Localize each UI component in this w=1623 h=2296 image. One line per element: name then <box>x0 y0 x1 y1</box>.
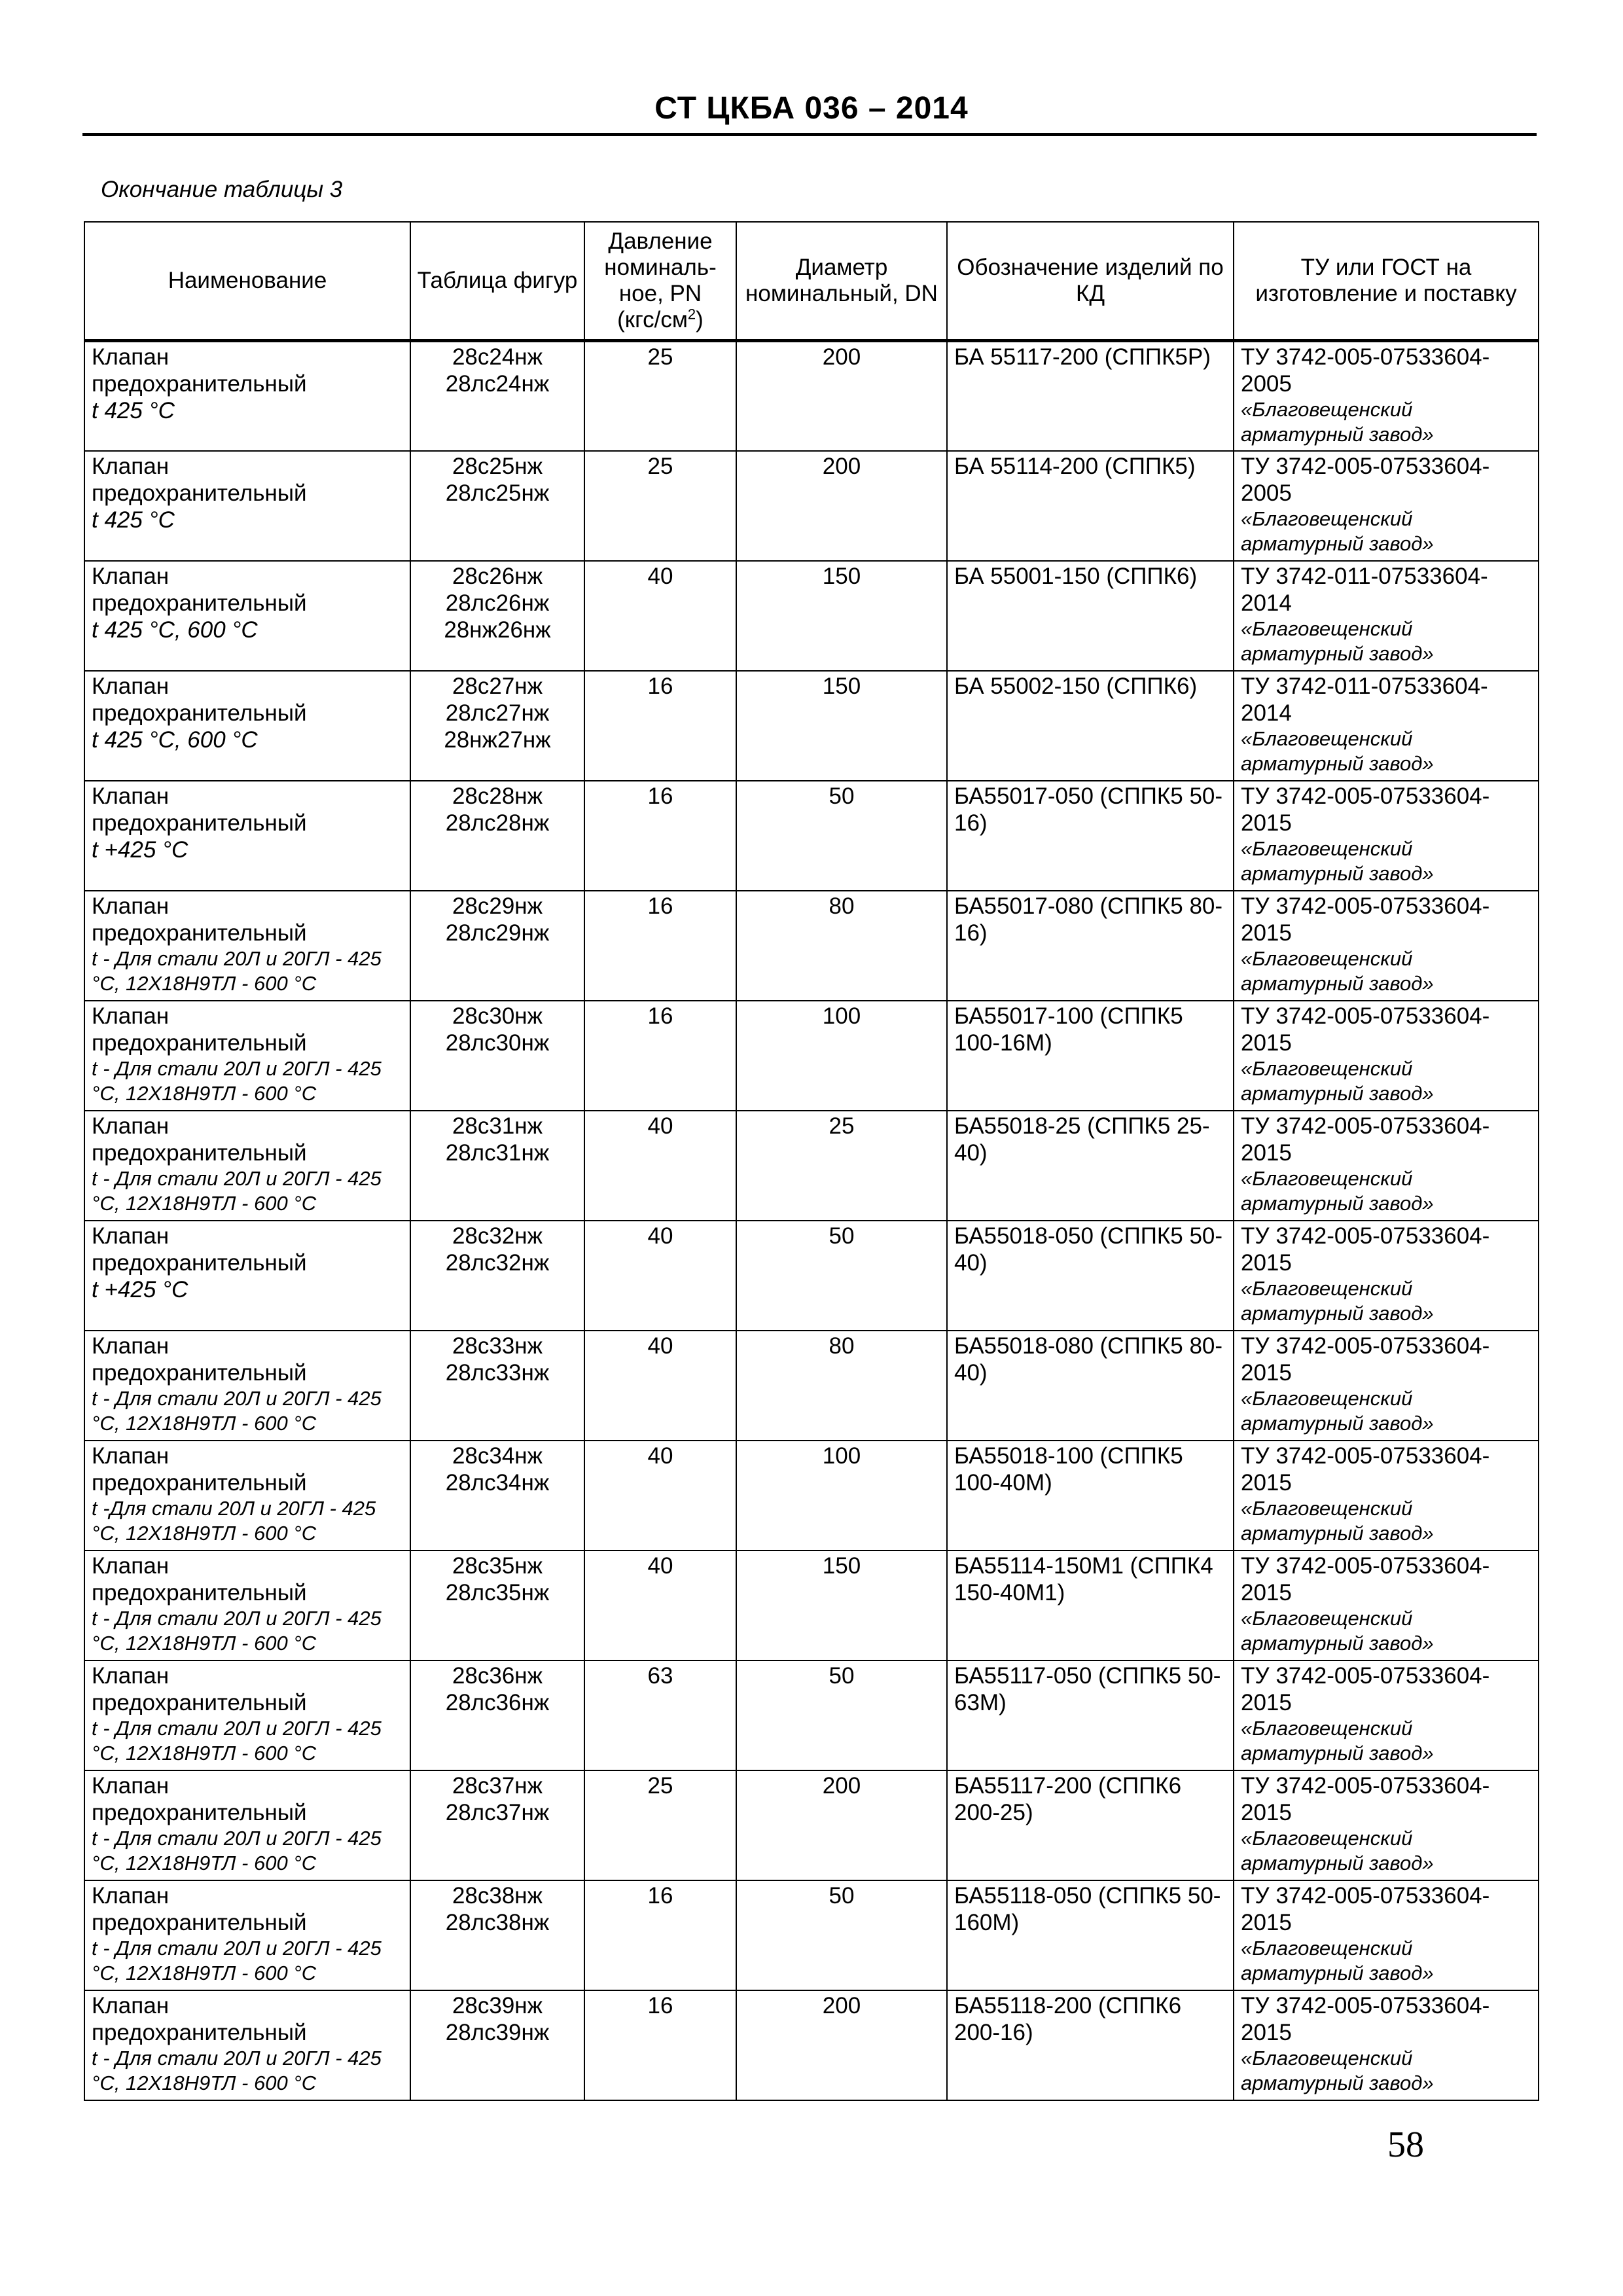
table-row <box>84 891 1539 1001</box>
cell-diameter: 100 <box>736 1001 947 1111</box>
manufacturer: «Благовещенский арматурный завод» <box>1241 1496 1434 1545</box>
cell-name <box>84 1770 410 1880</box>
valve-temperature: t - Для стали 20Л и 20ГЛ - 425 °С, 12Х18Н9ТЛ - 600 °С <box>92 1936 382 1984</box>
cell-standard <box>1234 891 1539 1001</box>
cell-designation: БА55017-100 (СППК5 100-16М) <box>947 1001 1234 1111</box>
figure-code: 28лс26нж <box>445 590 550 616</box>
figure-code: 28лс28нж <box>445 810 550 836</box>
figure-code: 28лс38нж <box>445 1909 550 1935</box>
valve-temperature: t -Для стали 20Л и 20ГЛ - 425 °С, 12Х18Н9ТЛ - 600 °С <box>92 1496 376 1545</box>
valve-name: Клапан <box>92 1443 169 1469</box>
cell-standard <box>1234 1880 1539 1990</box>
cell-name <box>84 1990 410 2100</box>
valve-name: Клапан <box>92 1333 169 1359</box>
cell-pressure: 40 <box>584 1551 736 1660</box>
valve-type: предохранительный <box>92 1359 307 1386</box>
valve-temperature: t - Для стали 20Л и 20ГЛ - 425 °С, 12Х18Н9ТЛ - 600 °С <box>92 2046 382 2094</box>
cell-name <box>84 1660 410 1770</box>
valve-temperature: t - Для стали 20Л и 20ГЛ - 425 °С, 12Х18Н9ТЛ - 600 °С <box>92 946 382 995</box>
cell-diameter: 100 <box>736 1441 947 1551</box>
manufacturer: «Благовещенский арматурный завод» <box>1241 1056 1434 1105</box>
cell-diameter: 50 <box>736 781 947 891</box>
cell-pressure: 25 <box>584 1770 736 1880</box>
col-header-pressure <box>584 222 736 341</box>
cell-pressure: 16 <box>584 891 736 1001</box>
valve-type: предохранительный <box>92 1909 307 1935</box>
valve-temperature: t - Для стали 20Л и 20ГЛ - 425 °С, 12Х18Н9ТЛ - 600 °С <box>92 1716 382 1765</box>
manufacturer: «Благовещенский арматурный завод» <box>1241 1826 1434 1874</box>
figure-code: 28с32нж <box>452 1223 543 1249</box>
standard-code: ТУ 3742-005-07533604-2015 <box>1241 783 1490 836</box>
standard-code: ТУ 3742-005-07533604-2015 <box>1241 1772 1490 1825</box>
cell-pressure: 40 <box>584 1441 736 1551</box>
valve-temperature: t - Для стали 20Л и 20ГЛ - 425 °С, 12Х18Н9ТЛ - 600 °С <box>92 1056 382 1105</box>
valve-type: предохранительный <box>92 1249 307 1276</box>
figure-code: 28лс24нж <box>445 371 550 397</box>
manufacturer: «Благовещенский арматурный завод» <box>1241 1936 1434 1984</box>
cell-standard <box>1234 1441 1539 1551</box>
figure-code: 28с27нж <box>452 673 543 699</box>
figure-code: 28с26нж <box>452 563 543 589</box>
cell-diameter: 25 <box>736 1111 947 1221</box>
table-row <box>84 451 1539 561</box>
figure-code: 28лс32нж <box>445 1249 550 1276</box>
table-row <box>84 671 1539 781</box>
col-header-figure-table: Таблица фигур <box>410 222 584 341</box>
valve-type: предохранительный <box>92 810 307 836</box>
cell-diameter: 80 <box>736 891 947 1001</box>
standard-code: ТУ 3742-005-07533604-2015 <box>1241 1223 1490 1276</box>
table-row <box>84 1660 1539 1770</box>
table-row <box>84 1990 1539 2100</box>
cell-name <box>84 451 410 561</box>
cell-figure <box>410 1770 584 1880</box>
cell-figure <box>410 1880 584 1990</box>
cell-designation: БА 55002-150 (СППК6) <box>947 671 1234 781</box>
cell-designation: БА 55001-150 (СППК6) <box>947 561 1234 671</box>
table-row <box>84 341 1539 451</box>
standard-code: ТУ 3742-005-07533604-2015 <box>1241 1003 1490 1056</box>
table-row <box>84 1880 1539 1990</box>
col-header-designation: Обозначение изделий по КД <box>947 222 1234 341</box>
cell-diameter: 150 <box>736 1551 947 1660</box>
table-row <box>84 781 1539 891</box>
cell-diameter: 150 <box>736 671 947 781</box>
cell-figure <box>410 891 584 1001</box>
valve-name: Клапан <box>92 563 169 589</box>
cell-figure <box>410 1660 584 1770</box>
cell-name <box>84 1111 410 1221</box>
manufacturer: «Благовещенский арматурный завод» <box>1241 946 1434 995</box>
cell-designation: БА 55114-200 (СППК5) <box>947 451 1234 561</box>
figure-code: 28с33нж <box>452 1333 543 1359</box>
cell-designation: БА55018-25 (СППК5 25-40) <box>947 1111 1234 1221</box>
table-row <box>84 1221 1539 1331</box>
valve-temperature: t 425 °С <box>92 507 175 533</box>
cell-pressure: 63 <box>584 1660 736 1770</box>
table-row <box>84 1331 1539 1441</box>
valve-temperature: t 425 °С, 600 °С <box>92 617 258 643</box>
figure-code: 28с39нж <box>452 1992 543 2018</box>
figure-code: 28нж26нж <box>444 617 551 643</box>
cell-figure <box>410 451 584 561</box>
manufacturer: «Благовещенский арматурный завод» <box>1241 507 1434 555</box>
cell-figure <box>410 671 584 781</box>
table-row <box>84 1441 1539 1551</box>
pressure-unit-sup: 2 <box>687 306 696 323</box>
standard-code: ТУ 3742-005-07533604-2015 <box>1241 1992 1490 2045</box>
valve-type: предохранительный <box>92 920 307 946</box>
table-caption: Окончание таблицы 3 <box>101 177 343 202</box>
cell-designation: БА55018-100 (СППК5 100-40М) <box>947 1441 1234 1551</box>
cell-pressure: 16 <box>584 781 736 891</box>
valve-name: Клапан <box>92 893 169 919</box>
cell-pressure: 25 <box>584 451 736 561</box>
cell-diameter: 200 <box>736 341 947 451</box>
page-number: 58 <box>1387 2125 1424 2165</box>
cell-diameter: 200 <box>736 1770 947 1880</box>
cell-diameter: 50 <box>736 1880 947 1990</box>
valve-type: предохранительный <box>92 1689 307 1715</box>
valve-temperature: t - Для стали 20Л и 20ГЛ - 425 °С, 12Х18Н9ТЛ - 600 °С <box>92 1386 382 1435</box>
cell-figure <box>410 1221 584 1331</box>
standard-code: ТУ 3742-005-07533604-2015 <box>1241 893 1490 946</box>
valve-temperature: t +425 °С <box>92 836 188 863</box>
figure-code: 28лс27нж <box>445 700 550 726</box>
cell-standard <box>1234 451 1539 561</box>
cell-figure <box>410 1001 584 1111</box>
cell-figure <box>410 1551 584 1660</box>
valve-name: Клапан <box>92 1223 169 1249</box>
manufacturer: «Благовещенский арматурный завод» <box>1241 1276 1434 1325</box>
figure-code: 28лс35нж <box>445 1579 550 1605</box>
figure-code: 28с29нж <box>452 893 543 919</box>
figure-code: 28с37нж <box>452 1772 543 1799</box>
pressure-unit-end: ) <box>696 307 704 332</box>
valve-type: предохранительный <box>92 1469 307 1496</box>
cell-name <box>84 1551 410 1660</box>
col-header-name: Наименование <box>84 222 410 341</box>
cell-pressure: 25 <box>584 341 736 451</box>
valve-type: предохранительный <box>92 1579 307 1605</box>
valve-name: Клапан <box>92 1882 169 1909</box>
manufacturer: «Благовещенский арматурный завод» <box>1241 1716 1434 1765</box>
manufacturer: «Благовещенский арматурный завод» <box>1241 398 1434 446</box>
figure-code: 28нж27нж <box>444 726 551 753</box>
cell-standard <box>1234 781 1539 891</box>
standard-code: ТУ 3742-005-07533604-2015 <box>1241 1443 1490 1496</box>
standard-code: ТУ 3742-011-07533604-2014 <box>1241 673 1488 726</box>
figure-code: 28лс33нж <box>445 1359 550 1386</box>
cell-pressure: 40 <box>584 1221 736 1331</box>
cell-pressure: 40 <box>584 561 736 671</box>
valve-type: предохранительный <box>92 371 307 397</box>
standard-code: ТУ 3742-005-07533604-2015 <box>1241 1113 1490 1166</box>
valve-name: Клапан <box>92 1662 169 1689</box>
cell-standard <box>1234 1111 1539 1221</box>
standard-code: ТУ 3742-005-07533604-2015 <box>1241 1882 1490 1935</box>
valve-name: Клапан <box>92 453 169 479</box>
table-row <box>84 561 1539 671</box>
figure-code: 28лс39нж <box>445 2019 550 2045</box>
figure-code: 28с25нж <box>452 453 543 479</box>
valve-temperature: t - Для стали 20Л и 20ГЛ - 425 °С, 12Х18Н9ТЛ - 600 °С <box>92 1826 382 1874</box>
cell-standard <box>1234 1221 1539 1331</box>
pressure-label: Давление номиналь-ное, PN <box>604 228 717 306</box>
cell-figure <box>410 341 584 451</box>
valve-name: Клапан <box>92 1992 169 2018</box>
table-row <box>84 1001 1539 1111</box>
manufacturer: «Благовещенский арматурный завод» <box>1241 617 1434 665</box>
cell-pressure: 40 <box>584 1331 736 1441</box>
figure-code: 28лс29нж <box>445 920 550 946</box>
cell-pressure: 16 <box>584 671 736 781</box>
valve-temperature: t 425 °С <box>92 398 175 423</box>
cell-name <box>84 1221 410 1331</box>
manufacturer: «Благовещенский арматурный завод» <box>1241 1606 1434 1655</box>
cell-pressure: 16 <box>584 1880 736 1990</box>
valve-name: Клапан <box>92 1772 169 1799</box>
cell-designation: БА55117-050 (СППК5 50-63М) <box>947 1660 1234 1770</box>
standard-code: ТУ 3742-005-07533604-2015 <box>1241 1552 1490 1605</box>
cell-standard <box>1234 1551 1539 1660</box>
cell-standard <box>1234 1331 1539 1441</box>
cell-figure <box>410 1331 584 1441</box>
standard-code: ТУ 3742-011-07533604-2014 <box>1241 563 1488 616</box>
cell-name <box>84 1441 410 1551</box>
figure-code: 28с34нж <box>452 1443 543 1469</box>
valve-name: Клапан <box>92 1003 169 1029</box>
valve-temperature: t 425 °С, 600 °С <box>92 726 258 753</box>
figure-code: 28лс31нж <box>445 1139 550 1166</box>
valve-name: Клапан <box>92 1113 169 1139</box>
header-rule <box>82 133 1537 136</box>
valve-name: Клапан <box>92 783 169 809</box>
figure-code: 28с31нж <box>452 1113 543 1139</box>
cell-diameter: 50 <box>736 1221 947 1331</box>
cell-pressure: 40 <box>584 1111 736 1221</box>
manufacturer: «Благовещенский арматурный завод» <box>1241 1166 1434 1215</box>
cell-diameter: 80 <box>736 1331 947 1441</box>
document-header-title: СТ ЦКБА 036 – 2014 <box>654 91 969 126</box>
standard-code: ТУ 3742-005-07533604-2005 <box>1241 453 1490 506</box>
valve-temperature: t +425 °С <box>92 1276 188 1302</box>
valve-type: предохранительный <box>92 480 307 506</box>
cell-designation: БА55117-200 (СППК6 200-25) <box>947 1770 1234 1880</box>
valve-temperature: t - Для стали 20Л и 20ГЛ - 425 °С, 12Х18Н9ТЛ - 600 °С <box>92 1166 382 1215</box>
manufacturer: «Благовещенский арматурный завод» <box>1241 836 1434 885</box>
cell-diameter: 200 <box>736 451 947 561</box>
col-header-standard: ТУ или ГОСТ на изготовление и поставку <box>1234 222 1539 341</box>
table-row <box>84 1111 1539 1221</box>
cell-diameter: 50 <box>736 1660 947 1770</box>
figure-code: 28лс34нж <box>445 1469 550 1496</box>
manufacturer: «Благовещенский арматурный завод» <box>1241 2046 1434 2094</box>
cell-designation: БА55118-200 (СППК6 200-16) <box>947 1990 1234 2100</box>
standard-code: ТУ 3742-005-07533604-2005 <box>1241 344 1490 397</box>
cell-designation: БА55118-050 (СППК5 50-160М) <box>947 1880 1234 1990</box>
cell-figure <box>410 1111 584 1221</box>
cell-name <box>84 781 410 891</box>
cell-designation: БА55114-150М1 (СППК4 150-40М1) <box>947 1551 1234 1660</box>
valve-name: Клапан <box>92 1552 169 1579</box>
cell-name <box>84 561 410 671</box>
valve-type: предохранительный <box>92 2019 307 2045</box>
cell-figure <box>410 1990 584 2100</box>
cell-standard <box>1234 1770 1539 1880</box>
cell-standard <box>1234 1660 1539 1770</box>
cell-pressure: 16 <box>584 1990 736 2100</box>
valve-type: предохранительный <box>92 1799 307 1825</box>
standard-code: ТУ 3742-005-07533604-2015 <box>1241 1333 1490 1386</box>
cell-standard <box>1234 561 1539 671</box>
table-body <box>84 341 1539 2100</box>
figure-code: 28лс25нж <box>445 480 550 506</box>
figure-code: 28лс30нж <box>445 1030 550 1056</box>
figure-code: 28с38нж <box>452 1882 543 1909</box>
valves-table <box>84 221 1539 2101</box>
pressure-unit: (кгс/см <box>617 307 688 332</box>
cell-name <box>84 671 410 781</box>
cell-standard <box>1234 341 1539 451</box>
cell-standard <box>1234 1001 1539 1111</box>
figure-code: 28с36нж <box>452 1662 543 1689</box>
cell-pressure: 16 <box>584 1001 736 1111</box>
figure-code: 28лс37нж <box>445 1799 550 1825</box>
cell-figure <box>410 561 584 671</box>
valve-name: Клапан <box>92 673 169 699</box>
table-row <box>84 1770 1539 1880</box>
cell-name <box>84 891 410 1001</box>
cell-diameter: 150 <box>736 561 947 671</box>
cell-designation: БА55018-080 (СППК5 80-40) <box>947 1331 1234 1441</box>
col-header-diameter: Диаметр номинальный, DN <box>736 222 947 341</box>
table-row <box>84 1551 1539 1660</box>
valve-temperature: t - Для стали 20Л и 20ГЛ - 425 °С, 12Х18Н9ТЛ - 600 °С <box>92 1606 382 1655</box>
cell-designation: БА55017-080 (СППК5 80-16) <box>947 891 1234 1001</box>
cell-designation: БА 55117-200 (СППК5Р) <box>947 341 1234 451</box>
standard-code: ТУ 3742-005-07533604-2015 <box>1241 1662 1490 1715</box>
manufacturer: «Благовещенский арматурный завод» <box>1241 726 1434 775</box>
cell-designation: БА55018-050 (СППК5 50-40) <box>947 1221 1234 1331</box>
cell-figure <box>410 781 584 891</box>
cell-diameter: 200 <box>736 1990 947 2100</box>
manufacturer: «Благовещенский арматурный завод» <box>1241 1386 1434 1435</box>
cell-name <box>84 341 410 451</box>
cell-name <box>84 1331 410 1441</box>
cell-figure <box>410 1441 584 1551</box>
figure-code: 28с30нж <box>452 1003 543 1029</box>
cell-name <box>84 1880 410 1990</box>
cell-standard <box>1234 1990 1539 2100</box>
valve-type: предохранительный <box>92 590 307 616</box>
figure-code: 28с24нж <box>452 344 543 370</box>
cell-designation: БА55017-050 (СППК5 50-16) <box>947 781 1234 891</box>
valve-name: Клапан <box>92 344 169 370</box>
cell-standard <box>1234 671 1539 781</box>
valve-type: предохранительный <box>92 1139 307 1166</box>
figure-code: 28с35нж <box>452 1552 543 1579</box>
table-header <box>84 222 1539 341</box>
figure-code: 28лс36нж <box>445 1689 550 1715</box>
figure-code: 28с28нж <box>452 783 543 809</box>
valve-type: предохранительный <box>92 700 307 726</box>
cell-name <box>84 1001 410 1111</box>
valve-type: предохранительный <box>92 1030 307 1056</box>
